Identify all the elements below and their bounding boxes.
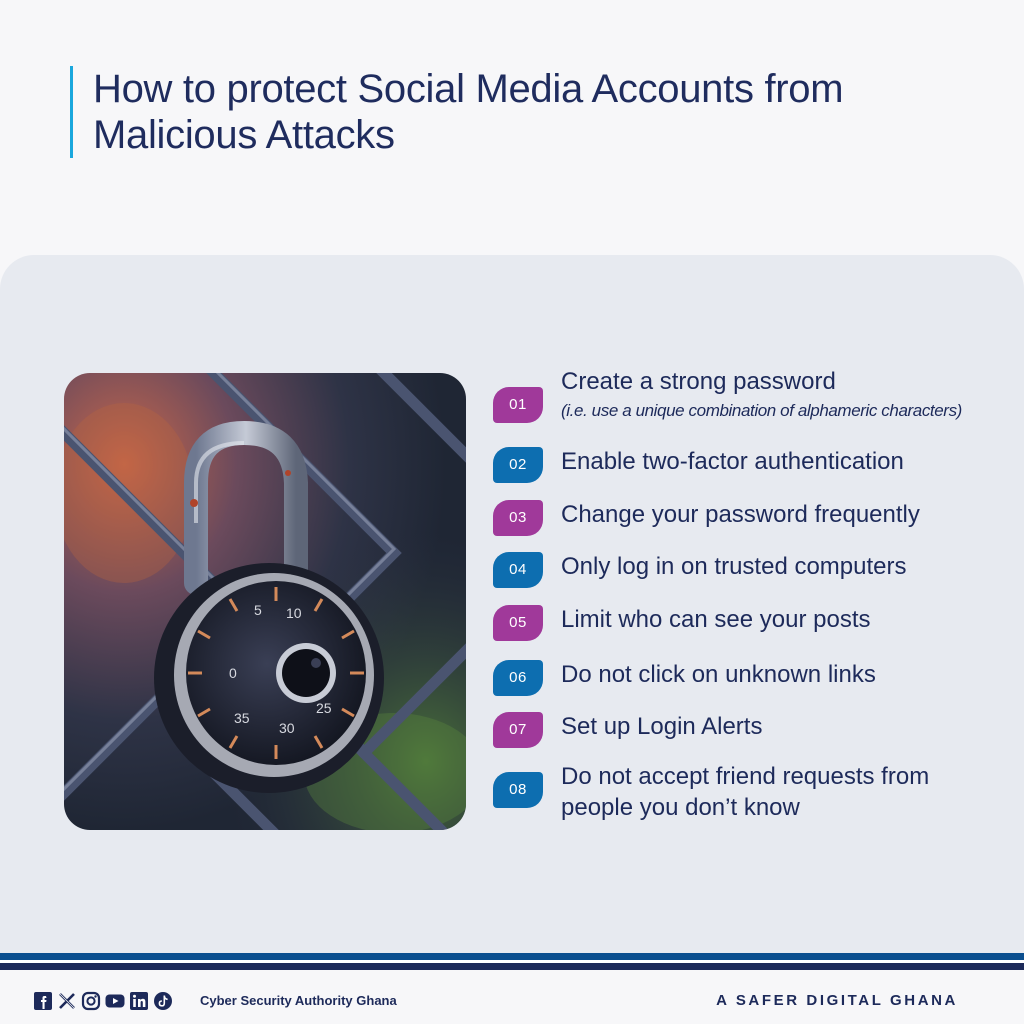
tiktok-icon[interactable] (153, 991, 173, 1011)
tip-text: Set up Login Alerts (561, 713, 763, 740)
svg-text:10: 10 (286, 605, 302, 621)
title-line-1: How to protect Social Media Accounts from (93, 67, 844, 111)
footer-stripe-navy (0, 963, 1024, 970)
svg-text:35: 35 (234, 710, 250, 726)
tip-text: Do not click on unknown links (561, 661, 876, 688)
tip-number-badge: 03 (493, 500, 543, 536)
instagram-icon[interactable] (81, 991, 101, 1011)
title-line-2: Malicious Attacks (93, 113, 395, 157)
page-title (70, 66, 970, 158)
tip-number-badge: 01 (493, 387, 543, 423)
tip-text: Only log in on trusted computers (561, 553, 907, 580)
tip-text: Do not accept friend requests from people you don’t know (561, 763, 930, 821)
tip-text: Limit who can see your posts (561, 606, 871, 633)
footer-stripe-blue (0, 953, 1024, 960)
tip-text: Enable two-factor authentication (561, 448, 904, 475)
youtube-icon[interactable] (105, 991, 125, 1011)
tip-text: Create a strong password (561, 368, 836, 395)
linkedin-icon[interactable] (129, 991, 149, 1011)
svg-text:0: 0 (229, 665, 237, 681)
padlock-photo (64, 373, 466, 830)
svg-text:25: 25 (316, 700, 332, 716)
tip-number-badge: 02 (493, 447, 543, 483)
tip-number-badge: 04 (493, 552, 543, 588)
tip-number-badge: 05 (493, 605, 543, 641)
tip-number-badge: 07 (493, 712, 543, 748)
svg-text:30: 30 (279, 720, 295, 736)
tip-number-badge: 06 (493, 660, 543, 696)
svg-text:5: 5 (254, 602, 262, 618)
facebook-icon[interactable] (33, 991, 53, 1011)
social-icons (33, 991, 173, 1011)
tip-text: Change your password frequently (561, 501, 920, 528)
org-name: Cyber Security Authority Ghana (200, 993, 397, 1008)
tagline: A SAFER DIGITAL GHANA (716, 992, 958, 1009)
x-icon[interactable] (57, 991, 77, 1011)
tip-number-badge: 08 (493, 772, 543, 808)
tip-note: (i.e. use a unique combination of alphameric characters) (561, 401, 962, 420)
